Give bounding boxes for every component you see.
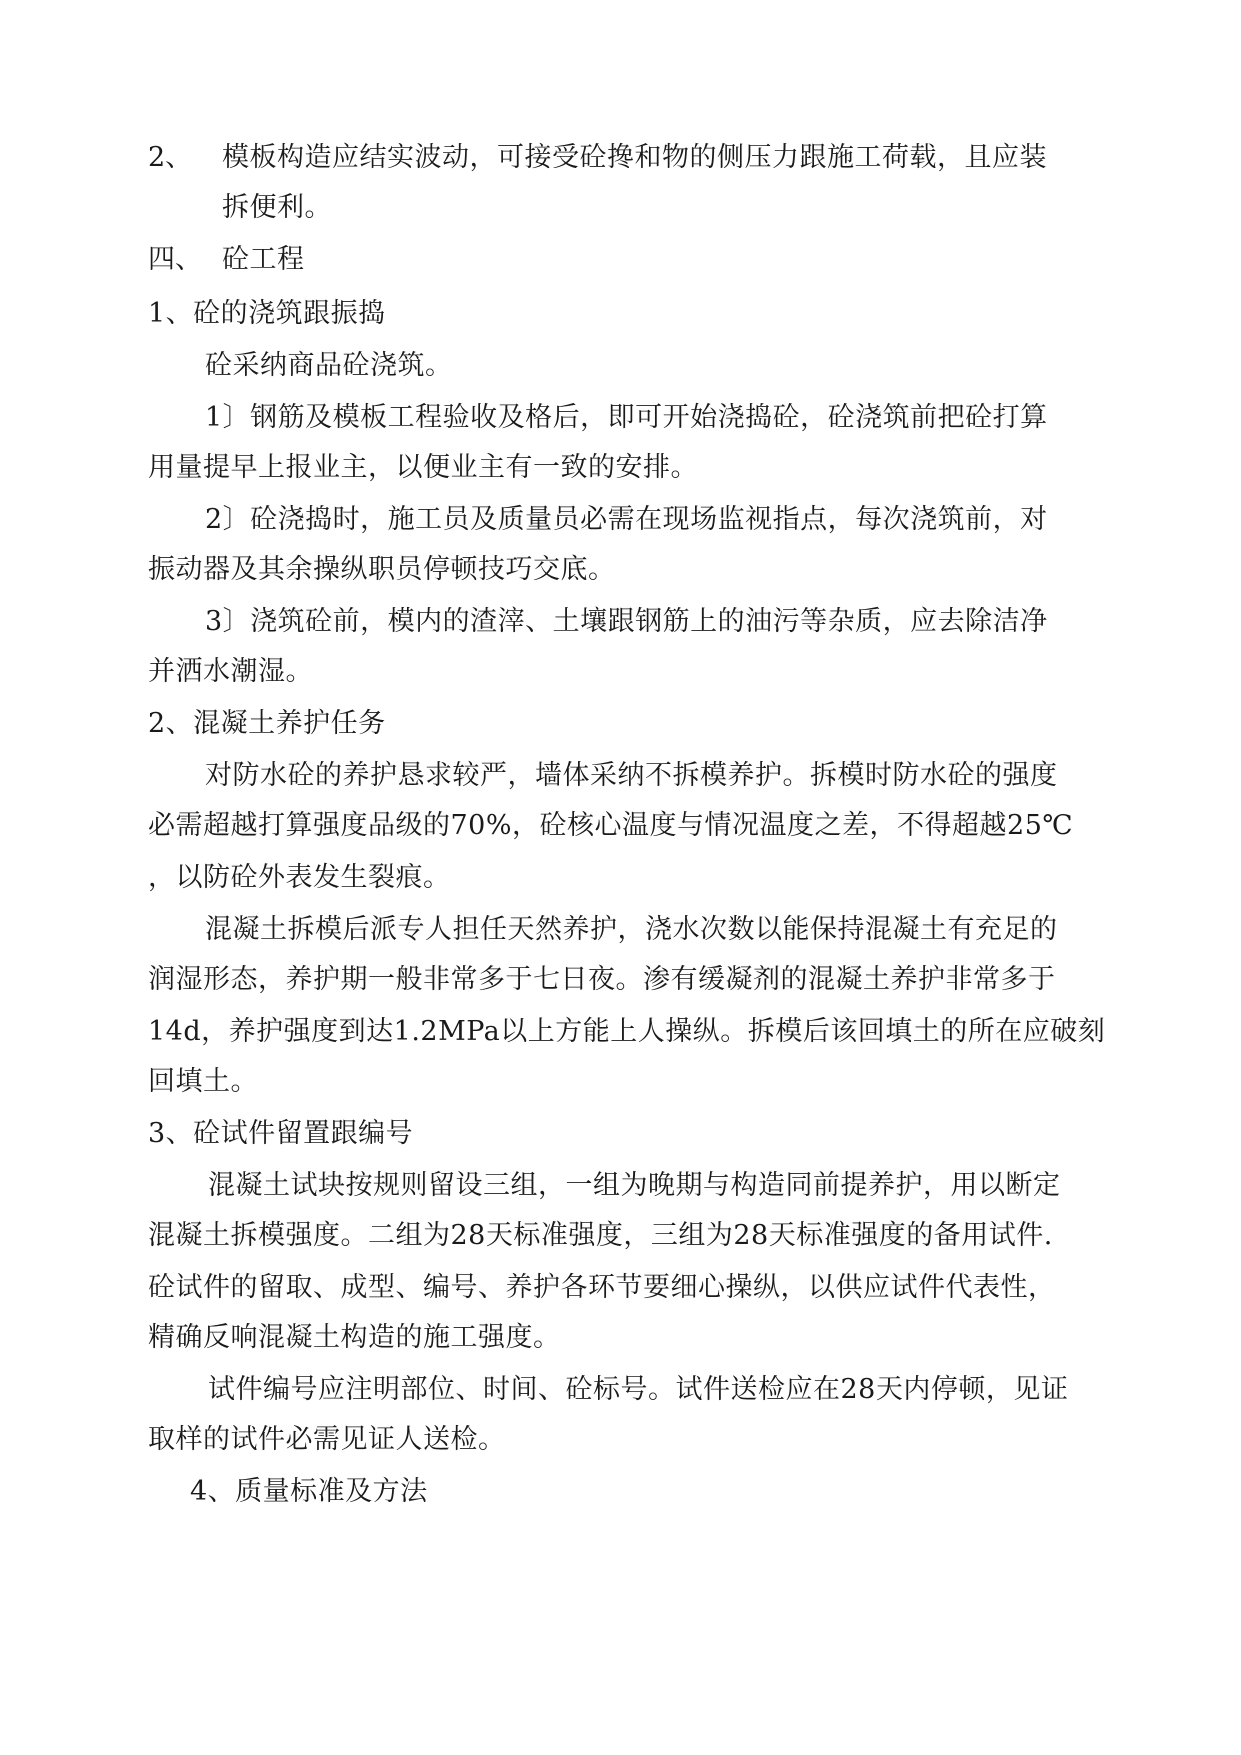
subsection-1-heading: 1、砼的浇筑跟振捣 [148, 298, 386, 329]
subsection-1-p1-line-1: 1〕钢筋及模板工程验收及格后，即可开始浇捣砼，砼浇筑前把砼打算 [205, 402, 1048, 433]
item-2-number: 2、 [148, 142, 193, 173]
subsection-3-heading: 3、砼试件留置跟编号 [148, 1118, 414, 1149]
subsection-3-p1-line-4: 精确反响混凝土构造的施工强度。 [148, 1322, 561, 1353]
subsection-2-p2-line-4: 回填土。 [148, 1066, 258, 1097]
subsection-1-p3-line-2: 并洒水潮湿。 [148, 656, 313, 687]
subsection-2-p1-line-1: 对防水砼的养护恳求较严，墙体采纳不拆模养护。拆模时防水砼的强度 [205, 760, 1058, 791]
section-4-number: 四、 [148, 244, 202, 275]
subsection-1-p3-line-1: 3〕浇筑砼前，模内的渣滓、土壤跟钢筋上的油污等杂质，应去除洁净 [205, 606, 1048, 637]
subsection-2-p2-line-1: 混凝土拆模后派专人担任天然养护，浇水次数以能保持混凝土有充足的 [205, 914, 1058, 945]
subsection-2-p2-line-3: 14d，养护强度到达1.2MPa以上方能上人操纵。拆模后该回填土的所在应破刻 [148, 1016, 1106, 1047]
subsection-2-p1-line-2: 必需超越打算强度品级的70%，砼核心温度与情况温度之差，不得超越25℃ [148, 810, 1074, 841]
subsection-1-p2-line-2: 振动器及其余操纵职员停顿技巧交底。 [148, 554, 616, 585]
subsection-3-p1-line-1: 混凝土试块按规则留设三组，一组为晚期与构造同前提养护，用以断定 [208, 1170, 1061, 1201]
subsection-1-p2-line-1: 2〕砼浇捣时，施工员及质量员必需在现场监视指点，每次浇筑前，对 [205, 504, 1048, 535]
subsection-4-heading: 4、质量标准及方法 [190, 1476, 428, 1507]
item-2-text-line-1: 模板构造应结实波动，可接受砼搀和物的侧压力跟施工荷载，且应装 [222, 142, 1047, 173]
subsection-3-p1-line-3: 砼试件的留取、成型、编号、养护各环节要细心操纵，以供应试件代表性， [148, 1272, 1056, 1303]
item-2-text-line-2: 拆便利。 [222, 192, 332, 223]
section-4-title: 砼工程 [222, 244, 305, 275]
subsection-2-p1-line-3: ，以防砼外表发生裂痕。 [148, 862, 451, 893]
subsection-1-intro: 砼采纳商品砼浇筑。 [205, 350, 453, 381]
subsection-3-p2-line-2: 取样的试件必需见证人送检。 [148, 1424, 506, 1455]
subsection-1-p1-line-2: 用量提早上报业主，以便业主有一致的安排。 [148, 452, 698, 483]
subsection-2-heading: 2、混凝土养护任务 [148, 708, 386, 739]
subsection-3-p2-line-1: 试件编号应注明部位、时间、砼标号。试件送检应在28天内停顿，见证 [208, 1374, 1069, 1405]
subsection-3-p1-line-2: 混凝土拆模强度。二组为28天标准强度，三组为28天标准强度的备用试件. [148, 1220, 1053, 1251]
subsection-2-p2-line-2: 润湿形态，养护期一般非常多于七日夜。渗有缓凝剂的混凝土养护非常多于 [148, 964, 1056, 995]
